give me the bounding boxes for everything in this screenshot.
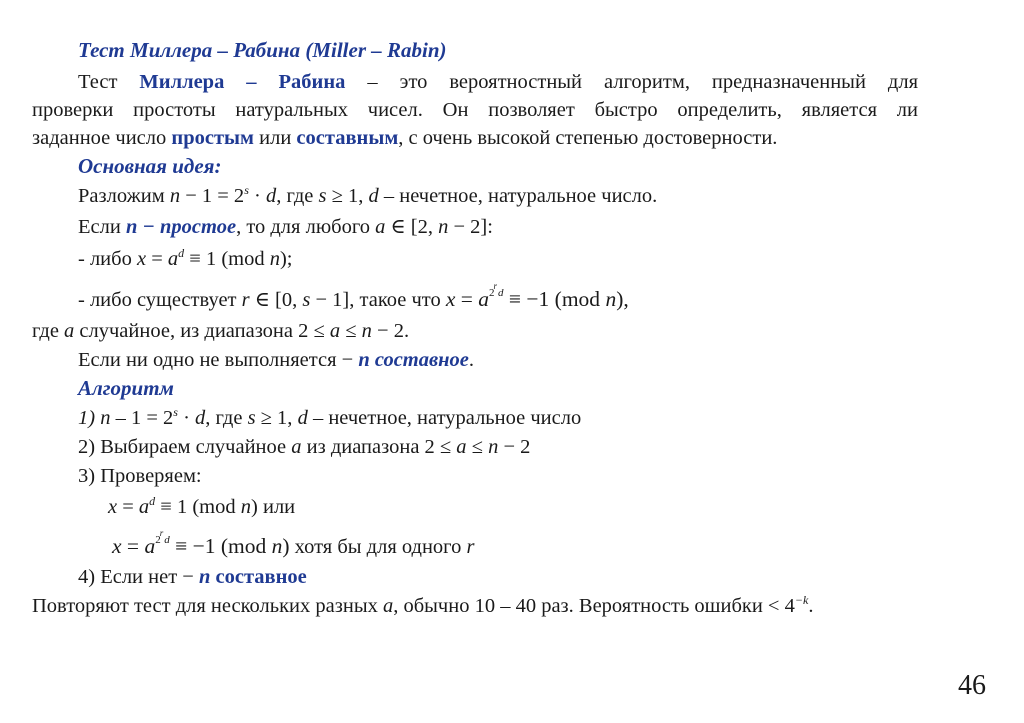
idea-line-3: - либо $x = a^d \equiv 1$ (mod n); [78, 246, 293, 270]
idea-line-5: где a случайное, из диапазона 2 ≤ a ≤ n − 2. [32, 320, 410, 342]
algorithm-step-2: 2) Выбираем случайное a из диапазона 2 ≤ a ≤ n − 2 [78, 436, 531, 458]
idea-line-4: - либо существует r ∈ [0, s − 1], такое что $x = a^{2rd} \equiv -1$ (mod n), [78, 281, 629, 311]
page-number: 46 [958, 670, 986, 701]
algorithm-step-3-condition-1: $x = a^d \equiv 1$ (mod n) или [108, 494, 296, 518]
intro-line-1: Тест Миллера – Рабина – это вероятностный алгоритм, предназначенный для [78, 71, 918, 93]
idea-line-2: Если n − простое, то для любого a ∈ [2, n − 2]: [78, 216, 493, 238]
conclusion-line: Повторяют тест для нескольких разных a, обычно 10 – 40 раз. Вероятность ошибки < $4^{-k}$. [32, 593, 814, 617]
algorithm-step-1: 1) $n - 1 = 2^s \cdot d$, где s ≥ 1, d – нечетное, натуральное число [78, 405, 582, 429]
algorithm-step-3-condition-2: $x = a^{2rd} \equiv -1$ (mod n) хотя бы для одного r [112, 528, 475, 558]
algorithm-step-3: 3) Проверяем: [78, 465, 202, 487]
idea-line-1: Разложим $n - 1 = 2^s \cdot d$, где s ≥ 1, d – нечетное, натуральное число. [78, 183, 658, 207]
slide-title: Тест Миллера – Рабина (Miller – Rabin) [78, 38, 447, 62]
intro-line-2: проверки простоты натуральных чисел. Он позволяет быстро определить, является ли [32, 99, 918, 121]
algorithm-heading: Алгоритм [78, 376, 174, 400]
idea-line-6: Если ни одно не выполняется − n составное. [78, 349, 475, 371]
idea-heading: Основная идея: [78, 154, 222, 178]
algorithm-step-4: 4) Если нет − n составное [78, 566, 307, 588]
intro-line-3: заданное число простым или составным, с очень высокой степенью достоверности. [32, 127, 778, 149]
